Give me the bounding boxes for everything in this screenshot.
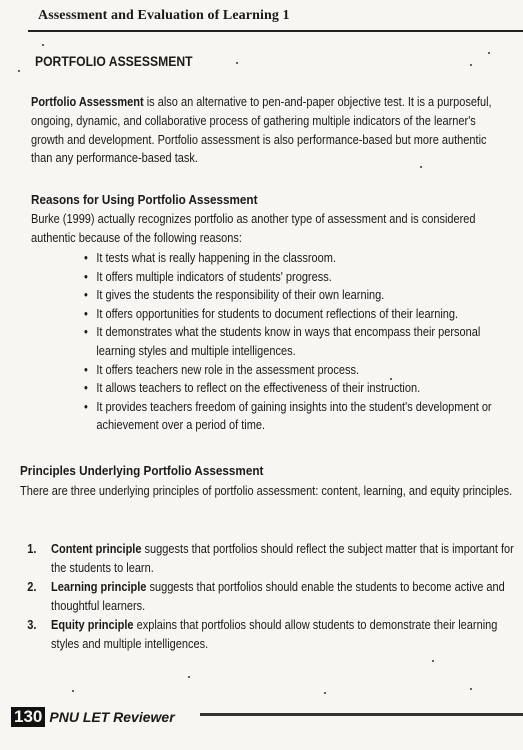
bullet-icon: •: [84, 325, 88, 340]
reasons-heading: Reasons for Using Portfolio Assessment: [31, 192, 258, 207]
bullet-icon: •: [84, 288, 88, 303]
list-item-text: It demonstrates what the students know in ways that encompass their personal learning styles and multiple intelligences.: [96, 325, 481, 358]
bullet-icon: •: [84, 269, 88, 284]
list-item-text: It allows teachers to reflect on the effectiveness of their instruction.: [96, 381, 421, 396]
principle-term: Learning principle: [51, 580, 147, 595]
scan-speck: [420, 166, 422, 168]
principle-text: explains that portfolios should allow students to demonstrate their learning styles and multiple intelligences.: [51, 618, 498, 651]
bullet-icon: •: [84, 381, 88, 396]
list-item-text: It offers teachers new role in the assessment process.: [96, 362, 360, 377]
list-item: [22, 540, 515, 577]
list-number: 2.: [27, 580, 37, 595]
scan-speck: [470, 64, 472, 66]
scan-speck: [18, 70, 20, 72]
list-item: [84, 379, 515, 398]
principles-heading: Principles Underlying Portfolio Assessment: [20, 463, 264, 478]
principle-text: suggests that portfolios should reflect the subject matter that is important for the students to learn.: [51, 542, 514, 575]
intro-lead-term: Portfolio Assessment: [31, 95, 144, 109]
intro-paragraph: [31, 93, 511, 168]
list-number: 3.: [27, 618, 37, 633]
scan-speck: [390, 378, 392, 380]
scan-speck: [324, 692, 326, 694]
list-number: 1.: [27, 542, 37, 556]
list-item: [84, 323, 515, 360]
scan-speck: [470, 688, 472, 690]
principles-intro: There are three underlying principles of portfolio assessment: content, learning, and equity principles.: [20, 484, 513, 498]
footer-rule: [200, 713, 523, 716]
reasons-intro: Burke (1999) actually recognizes portfolio as another type of assessment and is considered authentic because of the following reasons:: [31, 212, 476, 245]
list-item-text: It provides teachers freedom of gaining insights into the student's development or achievement over a period of time.: [96, 399, 492, 433]
list-item: [84, 361, 515, 380]
scan-speck: [488, 52, 490, 54]
intro-text: is also an alternative to pen-and-paper objective test. It is a purposeful, ongoing, dynamic, and collaborative process of gathering multiple indicators of the learner's growth and development. Portfolio assessment is also performance-based but more authentic than any performance-based task.: [31, 95, 492, 166]
list-item-text: It gives the students the responsibility of their own learning.: [96, 288, 385, 303]
principle-text: suggests that portfolios should enable the students to become active and thoughtful learners.: [51, 580, 505, 613]
scan-speck: [236, 62, 238, 64]
principles-list: [22, 540, 515, 655]
list-item: [84, 268, 515, 287]
list-item: [84, 249, 515, 268]
bullet-icon: •: [84, 399, 88, 414]
page-number: 130: [11, 707, 45, 727]
running-header: Assessment and Evaluation of Learning 1: [38, 8, 290, 23]
list-item: [22, 578, 515, 615]
header-rule: [28, 30, 523, 32]
list-item: [22, 616, 515, 653]
bullet-icon: •: [84, 251, 88, 265]
page-footer: [11, 707, 175, 727]
bullet-icon: •: [84, 306, 88, 321]
list-item: [84, 305, 515, 324]
list-item-text: It offers opportunities for students to document reflections of their learning.: [96, 306, 459, 321]
scan-speck: [432, 660, 434, 662]
section-title: PORTFOLIO ASSESSMENT: [35, 54, 193, 69]
footer-label: PNU LET Reviewer: [49, 709, 175, 725]
principle-term: Content principle: [51, 542, 142, 556]
list-item: [84, 286, 515, 305]
list-item-text: It tests what is really happening in the classroom.: [96, 251, 336, 265]
scan-speck: [188, 676, 190, 678]
scan-speck: [42, 44, 44, 46]
bullet-icon: •: [84, 362, 88, 377]
reasons-list: [84, 249, 515, 435]
principle-term: Equity principle: [51, 618, 134, 633]
list-item-text: It offers multiple indicators of students' progress.: [96, 269, 332, 284]
list-item: [84, 398, 515, 435]
scan-speck: [72, 690, 74, 692]
